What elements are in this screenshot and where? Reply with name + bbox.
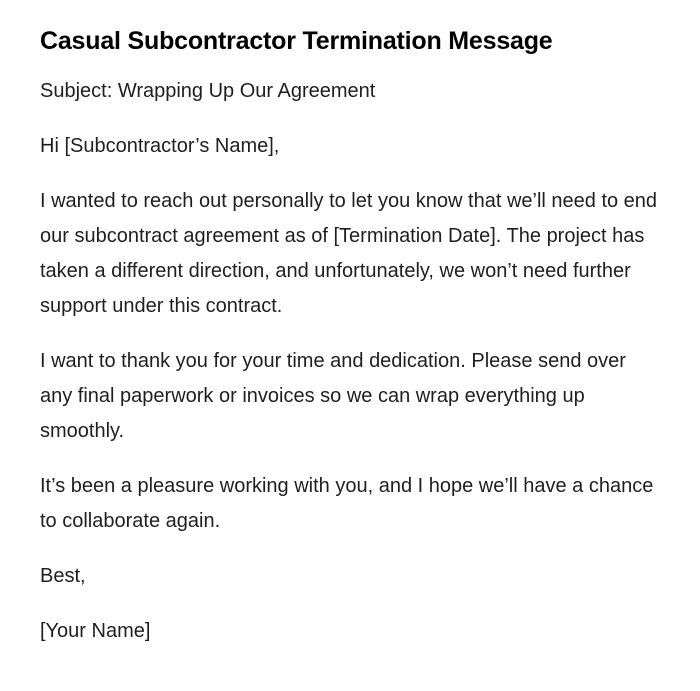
body-paragraph-pleasure: It’s been a pleasure working with you, and I hope we’ll have a chance to collaborate again. <box>40 475 654 532</box>
email-subject: Subject: Wrapping Up Our Agreement <box>40 80 376 102</box>
greeting: Hi [Subcontractor’s Name], <box>40 135 280 157</box>
body-paragraph-termination: I wanted to reach out personally to let you know that we’ll need to end our subcontract agreement as of [Termination Date]. The project has taken a different direction, and unfortunately, we won’t need further support under this contract. <box>40 190 658 317</box>
body-paragraph-thanks: I want to thank you for your time and dedication. Please send over any final paperwork or invoices so we can wrap everything up smoothly. <box>40 350 626 442</box>
closing: Best, <box>40 565 86 587</box>
signature: [Your Name] <box>40 620 151 642</box>
document-title: Casual Subcontractor Termination Message <box>40 27 553 55</box>
